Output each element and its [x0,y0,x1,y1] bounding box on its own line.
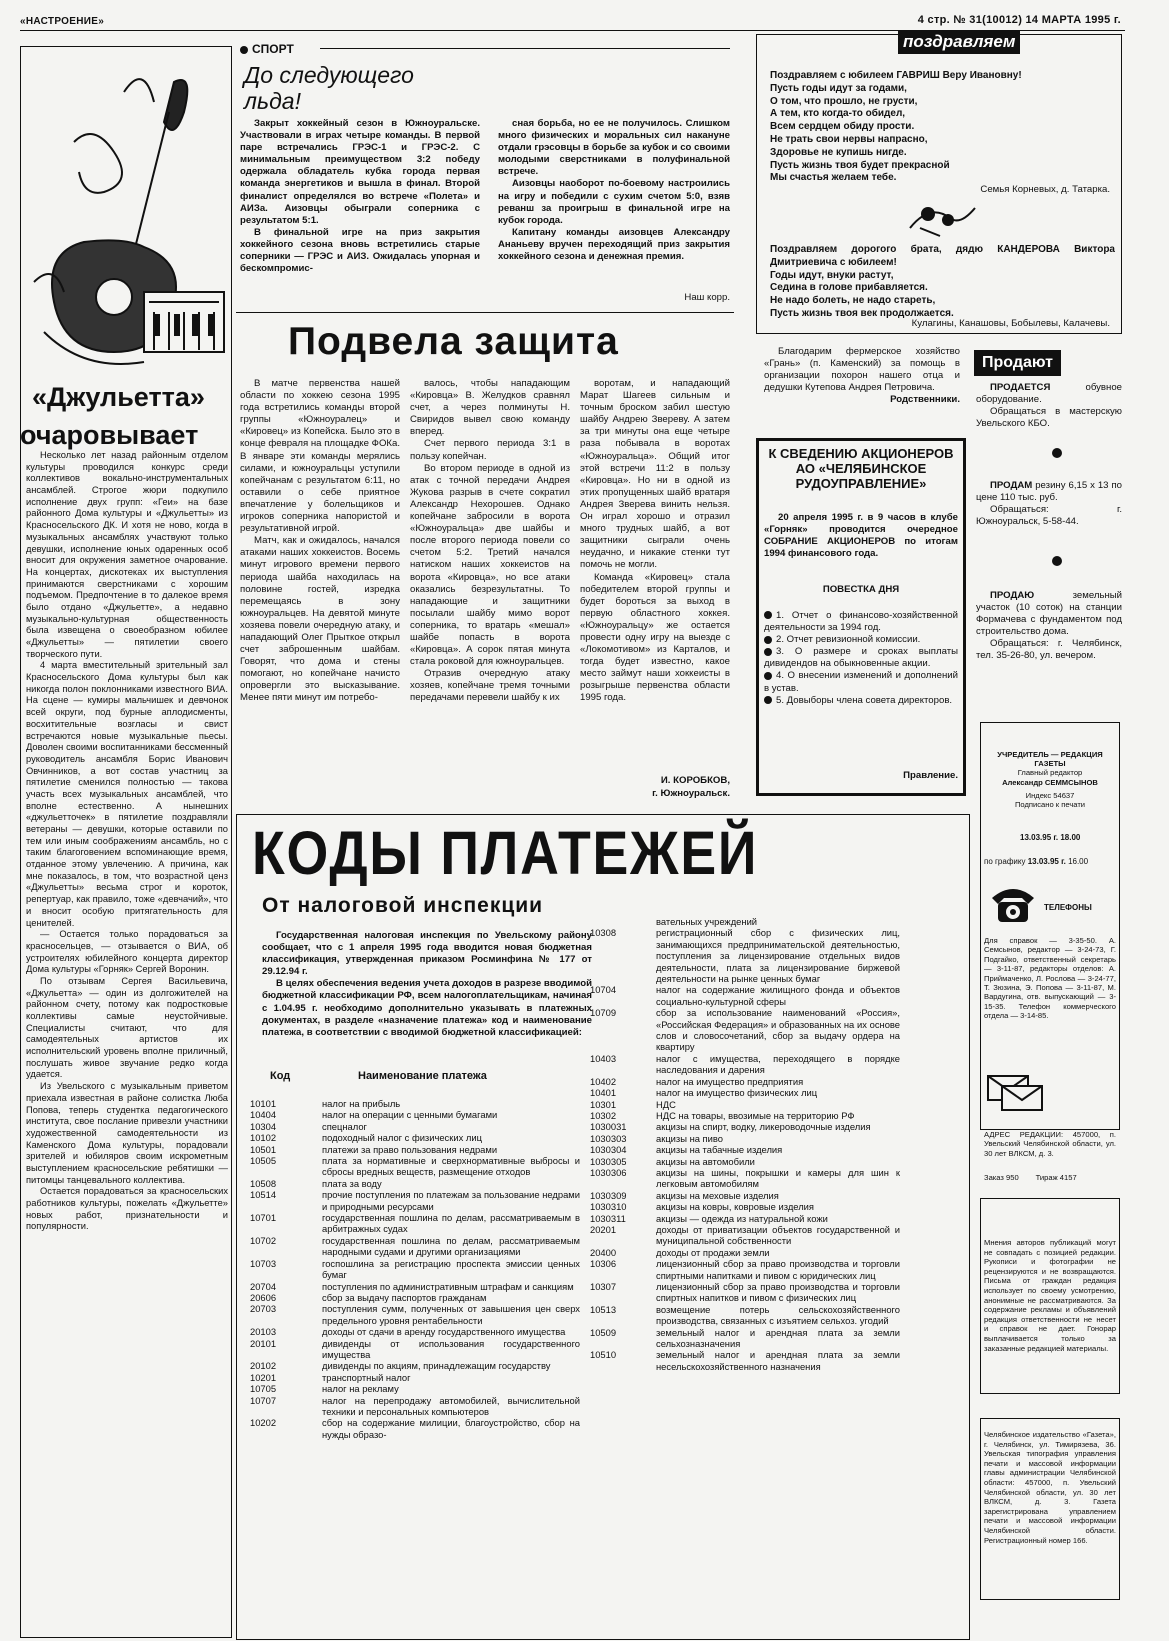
paragraph: Остается порадоваться за красносельских работников культуры, пожелать «Джульетте» новых работ, признательности и популярности. [26,1186,228,1232]
code-value: 1030310 [590,1201,627,1213]
code-value: 20101 [250,1337,277,1349]
imprint-d1: 13.03.95 г. [1020,833,1059,842]
code-value: 10702 [250,1234,277,1246]
code-description: дивиденды от использования государственного имущества [322,1337,580,1360]
paragraph: В матче первенства нашей области по хоккею сезона 1995 года встретились команды второй группы «Южноуралец» и «Кировец» из Копейска. Было это в конце февраля на площадке ФОКа. В январе эти команды мерялись силами, и южноуральцы уступили копейчанам с результатом 6:11, но оставили о себе приятное впечатление у болельщиков и игроков соперника напористой и результативной игрой. [240,378,400,535]
code-value [590,916,656,927]
code-description: госпошлина за регистрацию проспекта эмиссии ценных бумаг [322,1257,580,1281]
thanks-text: Благодарим фермерское хозяйство «Грань» (п. Каменский) за помощь в организации похорон нашего отца и дедушки Кутепова Андрея Петровича. [764,346,960,394]
code-row [250,1098,580,1109]
code-row [590,1053,900,1076]
imprint-editor: Александр СЕММСЫНОВ [1002,777,1098,787]
poem-line: Седина в голове прибавляется. [770,282,928,294]
agenda-item [764,670,958,694]
code-description: доходы от продажи земли [656,1246,770,1258]
code-row [590,1133,900,1144]
code-value: 1030303 [590,1132,627,1144]
code-row [250,1360,580,1371]
paragraph: Закрыт хоккейный сезон в Южноуральске. Участвовали в играх четыре команды. В первой паре встречались ГРЭС-1 и ГРЭС-2. С минимальным преимуществом 3:2 победу одержала обладатель кубка города первая команда энергетиков и вышла в финал. Второй финалист определялся во встрече «Полета» и АИЗа. Аизовцы обыграли соперника с результатом 5:1. [240,118,480,226]
sale-lead: ПРОДАЕТСЯ [990,382,1051,393]
poem-line: Не надо болеть, не надо стареть, [770,295,936,307]
code-description: акцизы на табачные изделия [656,1144,783,1156]
code-row [250,1189,580,1212]
code-value: 10508 [250,1177,277,1189]
sport-signature: Наш корр. [684,292,730,303]
imprint-founder: УЧРЕДИТЕЛЬ — РЕДАКЦИЯ ГАЗЕТЫ [997,750,1103,769]
codes-intro-1: Государственная налоговая инспекция по Увельскому району сообщает, что с 1 апреля 1995 года вводится новая бюджетная классификация, утвержденная приказом Росминфина № 177 от 29.12.94 г. [262,930,592,978]
paragraph: Аизовцы наоборот по-боевому настроились на игру и победили с сухим счетом 5:0, взяв реванш за проигрыш в финальной игре на кубок города. [498,178,730,226]
code-description: возмещение потерь сельскохозяйственного производства, связанных с изъятием сельхоз. угодий [656,1303,900,1327]
code-description: акцизы на пиво [656,1132,723,1144]
code-row [590,1224,900,1247]
code-row [250,1212,580,1235]
code-value: 20201 [590,1223,617,1235]
paragraph: воротам, и нападающий Марат Шагеев сильным и точным броском забил шестую шайбу Андрею Звереву. А затем за три минуты она еще четыре раза побывала в воротах «Южноуральца». Общий итог этой встречи 11:2 в пользу «Кировца». Но ни в одной из этих пропущенных шайб вратаря Андрея Зверева винить нельзя. Он играл хорошо и отразил много трудных шайб, а вот защитники сыграли очень неудачно, и никакие стенки тут помочь не могли. [580,378,730,571]
thanks-sign: Родственники. [890,394,960,406]
poem-line: Всем сердцем обиду прости. [770,121,915,133]
bullet-icon [764,611,772,619]
code-description: государственная пошлина по делам, рассматриваемым в арбитражных судах [322,1212,580,1235]
code-description: лицензионный сбор за право производства и торговли спиртными напитками и пивом с юридических лиц [656,1258,900,1281]
code-value: 10707 [250,1394,277,1406]
code-row [590,916,900,927]
code-value: 10102 [250,1132,277,1144]
code-value: 10402 [590,1075,617,1087]
code-row [590,1304,900,1327]
poem-line: А тем, кто когда-то обидел, [770,108,906,120]
code-row [590,984,900,1007]
bullet-icon [764,648,772,656]
imprint-t1: 18.00 [1060,833,1081,842]
paragraph: Капитану команды аизовцев Александру Ананьеву вручен переходящий приз закрытия хоккейного сезона и денежная премия. [498,226,730,263]
paragraph: Несколько лет назад районным отделом культуры проводился конкурс среди коллективов вокально-инструментальных ансамблей. Строгое жюри подкупило исполнение двух групп: «Геи» на базе районного Дома культуры и «Джульетты» из Красносельского ДК. И хотя не ново, когда в музыкальных ансамблях участвуют только девушки, исполнение юных одаренных особ вносит для окружения заметное очарование. На концертах, дискотеках их выступления принимаются сверстниками с хорошим подъемом. Предпочтение в то далекое время было отдано «Джульетте», а недавно музыкально-культурная общественность была извещена о своеобразном юбилее «Джульетты» — пятилетии своего творческого пути. [26,450,228,659]
code-row [590,1076,900,1087]
code-row [590,1110,900,1121]
shareholders-intro-text: 20 апреля 1995 г. в 9 часов в клубе «Горняк» проводится очередное СОБРАНИЕ АКЦИОНЕРОВ по итогам 1994 финансового года. [764,512,958,560]
code-value: 1030304 [590,1144,627,1156]
paragraph: Команда «Кировец» стала победителем второй группы и будет бороться за выход в первую областного хоккея. «Южноуральцу» же остается провести одну игру на выезде с «Локомотивом» из Карталов, и тогда будет известно, какое место займут наши хоккеисты в розыгрыше первенства области 1995 года. [580,571,730,704]
agenda-item-text: 4. О внесении изменений и дополнений в устав. [764,670,958,694]
code-value: 10304 [250,1120,277,1132]
code-description: акцизы на ковры, ковровые изделия [656,1201,814,1213]
code-value: 10403 [590,1052,617,1064]
code-row [590,1099,900,1110]
paragraph: сная борьба, но ее не получилось. Слишком много физических и моральных сил накануне отдали грэсовцы в борьбе за кубок и со своими молодыми сверстниками в полуфинальной встрече. [498,118,730,178]
code-description: НДС [656,1098,676,1110]
masthead-left: «НАСТРОЕНИЕ» [20,16,105,27]
sale-lead: ПРОДАЮ [990,590,1035,601]
agenda-item [764,634,958,646]
sport-rule [320,48,730,49]
code-row [590,1201,900,1212]
code-row [590,1167,900,1190]
sale-extra: Обращаться: г. Южноуральск, 5-58-44. [976,504,1122,528]
sale-heading: Продают [974,350,1061,376]
codes-title: КОДЫ ПЛАТЕЖЕЙ [252,819,759,887]
paragraph: По отзывам Сергея Васильевича, «Джульетта» — один из долгожителей на районном счету, потому как подростковые коллективы самые неустойчивые. Специалисты считают, что для самодеятельных артистов их исполнительский уровень вполне приличный, послушать живое звучание редко когда удается. [26,975,228,1080]
code-description: спецналог [322,1120,367,1132]
code-value: 20103 [250,1326,277,1338]
julietta-title-1: «Джульетта» [32,382,205,412]
code-description: налог с имущества, переходящего в порядке наследования и дарения [656,1052,900,1076]
code-description: акцизы на автомобили [656,1155,755,1167]
imprint-date-2 [984,856,1088,868]
podvela-col-2 [410,378,570,705]
code-description: налог на операции с ценными бумагами [322,1109,498,1121]
code-value: 10705 [250,1383,277,1395]
shareholders-title: К СВЕДЕНИЮ АКЦИОНЕРОВ АО «ЧЕЛЯБИНСКОЕ РУДОУПРАВЛЕНИЕ» [768,446,954,491]
podvela-col-1 [240,378,400,705]
paragraph: Счет первого периода 3:1 в пользу копейчан. [410,438,570,462]
imprint-signed: Подписано к печати [1014,800,1086,810]
code-row [590,1327,900,1350]
code-value: 1030305 [590,1155,627,1167]
code-description: НДС на товары, ввозимые на территорию РФ [656,1109,855,1121]
agenda-item [764,610,958,634]
sale-extra: Обращаться в мастерскую Увельского КБО. [976,406,1122,430]
poem-line: Пусть годы идут за годами, [770,82,907,94]
code-description: налог на прибыль [322,1098,401,1109]
code-row [590,1190,900,1201]
sale-lead: ПРОДАМ [990,480,1033,491]
code-description: поступления сумм, полученных от завышения цен сверх предельного уровня рентабельности [322,1303,580,1326]
paragraph: Матч, как и ожидалось, начался атаками наших хоккеистов. Восемь минут игрового времени первого периода шайба находилась на половине гостей, изредка перемещаясь в зону южноуральцев. На девятой минуте хозяева повели очередную атаку, и нападающий Олег Прыткое открыл счет заброшенным шайбам. Говорят, что дома и стены помогают, но копейчане начисто опровергли это высказывание. Менее пяти минут им потребо- [240,535,400,704]
paragraph: Во втором периоде в одной из атак с точной передачи Андрея Жукова разрыв в счете сократил Александр Нехорошев. Однако копейчане забросили в ворота «Южноуральца» две шайбы и после второго периода повели со счетом 5:2. Третий начался натиском наших хоккеистов на ворота «Кировца», но все атаки оказались безрезультатны. То нападающие и защитники посылали шайбу мимо ворот соперника, то вратарь «мешал» шайбе попасть в ворота «Кировца». А сорок пятая минута стала роковой для южноуральцев. [410,462,570,668]
bullet-icon [1052,448,1062,458]
code-description: сбор за выдачу паспортов гражданам [322,1291,487,1303]
code-row [250,1372,580,1383]
code-description: сбор на содержание милиции, благоустройство, сбор на нужды образо- [322,1417,580,1440]
agenda-item [764,695,958,707]
paragraph: Отразив очередную атаку хозяев, копейчане тремя точными передачами перевели шайбу к их [410,668,570,704]
codes-table-left [250,1098,580,1440]
code-row [590,1156,900,1167]
codes-subtitle: От налоговой инспекции [262,894,544,917]
code-description: земельный налог и арендная плата за земли несельскохозяйственного назначения [656,1349,900,1372]
codes-intro [262,930,592,1039]
imprint-index: Индекс 54637 [1025,790,1075,800]
code-value: 10514 [250,1189,277,1201]
code-description: налог на имущество предприятия [656,1075,804,1087]
imprint-order [984,1172,1116,1184]
agenda-item-text: 1. Отчет о финансово-хозяйственной деятельности за 1994 год. [764,610,958,634]
codes-header-name: Наименование платежа [358,1070,487,1082]
sale-item-1 [976,382,1122,430]
code-description: плата за нормативные и сверхнормативные выбросы и сбросы вредных веществ, размещение отходов [322,1155,580,1178]
code-row [250,1417,580,1440]
agenda-item-text: 3. О размере и сроках выплаты дивидендов на обыкновенные акции. [764,646,958,670]
imprint-order-no: Заказ 950 [984,1173,1019,1182]
code-value: 10306 [590,1258,617,1270]
code-value: 10509 [590,1326,617,1338]
podvela-signature-city: г. Южноуральск. [652,788,730,799]
masthead-right: 4 стр. № 31(10012) 14 МАРТА 1995 г. [917,14,1121,26]
sale-extra: Обращаться: г. Челябинск, тел. 35-26-80, ул. вечером. [976,638,1122,662]
code-value: 20704 [250,1280,277,1292]
julietta-title-2: очаровывает [20,420,199,450]
code-description: земельный налог и арендная плата за земли сельхозназначения [656,1326,900,1350]
code-description: доходы от сдачи в аренду государственного имущества [322,1326,566,1338]
sale-text: резину 6,15 x 13 по цене 110 тыс. руб. [976,480,1122,504]
code-description: акцизы — одежда из натуральной кожи [656,1212,828,1224]
code-value: 10308 [590,927,617,939]
agenda-item [764,646,958,670]
imprint-d2: 13.03.95 г. [1027,857,1066,866]
congrats-heading: поздравляем [898,30,1020,54]
code-value: 10201 [250,1371,277,1383]
code-row [250,1326,580,1337]
code-value: 10701 [250,1212,277,1224]
code-value: 10709 [590,1007,617,1019]
codes-table-right [590,916,900,1372]
code-description: лицензионный сбор за право производства и торговли спиртных напитков и пивом с физических лиц [656,1281,900,1304]
imprint-printery: Челябинское издательство «Газета», г. Челябинск, ул. Тимирязева, 36. Увельская типография управления печати и массовой информации главы администрации Челябинской области: 457000, п. Увельский Челябинской области, ул. 30 лет ВЛКСМ, д. 3. Газета зарегистрирована управлением печати и массовой информации Челябинской области. Регистрационный номер 166. [984,1430,1116,1545]
code-row [250,1303,580,1326]
sport-col-2 [498,118,730,263]
codes-list [590,916,900,1372]
sport-title: До следующего льда! [244,62,414,114]
code-row [250,1235,580,1258]
code-description: налог на перепродажу автомобилей, вычислительной техники и персональных компьютеров [322,1394,580,1417]
bullet-icon [764,672,772,680]
code-row [590,1213,900,1224]
sport-rubric-label: СПОРТ [252,42,294,56]
code-value: 10501 [250,1143,277,1155]
code-row [590,1121,900,1132]
shareholders-sign: Правление. [903,770,958,781]
code-row [250,1109,580,1120]
congrats-poem-1 [770,70,1110,185]
imprint-print-run: Тираж 4157 [1035,1173,1077,1182]
code-row [250,1121,580,1132]
imprint-plan: по графику [984,857,1026,866]
code-description: акцизы на шины, покрышки и камеры для шин к легковым автомобилям [656,1166,900,1190]
code-value: 10513 [590,1303,617,1315]
code-description: налог на рекламу [322,1383,399,1395]
sport-rubric [240,42,294,56]
code-description: регистрационный сбор с физических лиц, занимающихся предпринимательской деятельностью, поступления за лицензирование отдельных видов деятельности, плата за лицензирование биржевой деятельности на рынке ценных бумаг [656,927,900,985]
code-row [250,1292,580,1303]
code-value: 10404 [250,1109,277,1121]
bullet-icon [1052,556,1062,566]
code-value: 10704 [590,984,617,996]
bullet-icon [764,636,772,644]
code-row [250,1178,580,1189]
code-description: поступления по административным штрафам и санкциям [322,1280,574,1292]
code-description: акцизы на спирт, водку, ликероводочные изделия [656,1121,871,1133]
code-description: акцизы на меховые изделия [656,1189,779,1201]
imprint-editor-title: Главный редактор [1017,768,1083,778]
code-row [590,1087,900,1098]
agenda-list [764,610,958,707]
code-description: вательных учреждений [656,916,758,927]
rubric-bullet-icon [240,46,248,54]
code-value: 1030309 [590,1189,627,1201]
code-description: налог на содержание жилищного фонда и объектов социально-культурной сферы [656,984,900,1007]
imprint-opinion: Мнения авторов публикаций могут не совпадать с позицией редакции. Рукописи и фотографии не рецензируются и не возвращаются. Письма от граждан редакция использует по своему усмотрению, анонимные не рассматриваются. За содержание рекламы и объявлений редакция ответственности не несет и справок не дает. Гонорар выплачивается только за заказанные редакцией материалы. [984,1238,1116,1353]
paragraph: Из Увельского с музыкальным приветом приехала известная в районе солистка Люба Попова, теперь студентка педагогического института, свое послание привезли участники художественной самодеятельности из Каменского Дома культуры, порадовали зрителей и юбиляров своим искрометным выступлением красносельские ребятишки — питомцы танцевального коллектива. [26,1081,228,1185]
code-value: 10307 [590,1281,617,1292]
code-value: 10301 [590,1098,617,1110]
sale-item-3 [976,590,1122,663]
code-row [250,1144,580,1155]
code-row [590,927,900,984]
imprint-phones-text: Для справок — 3-35-50. А. Семсынов, редактор — 3-24-73, Г. Подгайко, ответственный секретарь — 3-11-87, редакторы отделов: А. Приймаченко, Л. Рослова — 3-24-77, Т. Зюзина, Э. Попова — 3-11-87, М. Вардугина, отв. выпускающий — 3-15-35. Телефон коммерческого отдела — 3-14-85. [984,936,1116,1021]
code-description: дивиденды по акциям, принадлежащим государству [322,1360,551,1372]
code-value: 10510 [590,1349,617,1361]
poem-line: О том, что прошло, не грусти, [770,95,918,107]
sale-text: обувное оборудование. [976,382,1122,406]
codes-list [250,1098,580,1440]
code-description: подоходный налог с физических лиц [322,1132,482,1144]
congrats-sign-2: Кулагины, Канашовы, Бобылевы, Калачевы. [911,318,1110,329]
code-row [250,1395,580,1418]
poem-line: Здоровье не купишь нигде. [770,146,907,158]
poem-line: Поздравляем с юбилеем ГАВРИШ Веру Ивановну! [770,70,1022,81]
poem-line: Не трать свои нервы напрасно, [770,133,928,145]
code-row [590,1007,900,1053]
code-description: плата за воду [322,1177,382,1189]
codes-header-code: Код [270,1070,291,1082]
imprint-phones-title: ТЕЛЕФОНЫ [1044,903,1092,912]
imprint-t2: 16.00 [1068,857,1089,866]
code-row [250,1258,580,1281]
code-value: 1030031 [590,1121,627,1133]
thanks-note [764,346,960,406]
poem-line: Мы счастья желаем тебе. [770,172,897,184]
code-value: 10101 [250,1098,277,1109]
sale-item-2 [976,480,1122,528]
paragraph: 4 марта вместительный зрительный зал Красносельского Дома культуры был как никогда полон поклонниками известного ВИА. На сцене — кумиры мальчишек и девчонок всей округи, под бурные аплодисменты, восхитительные возгласы и свист встречаются новые музыкальные пьесы. Доволен своими воспитанниками бессменный руководитель ансамбля Борис Иванович Овчинников, а вот состав участниц за пятилетие сменился полностью — такова участь всех музыкальных ансамблей, что вполне естественно. А нынешних «джульетточек» в пятилетие поздравляли ветераны — девушки, которые оставили по тем или иным соображениям ансамбль, но с таким благоговением вспоминающие время, отданное этому увлечению. А причина, как мне показалось, в том, что возрастной ценз «Джульетты» весьма строг и короток, репертуар, как правило, тоже «девчачий», что и вносит особую притягательность для ценителей. [26,660,228,928]
agenda-item-text: 2. Отчет ревизионной комиссии. [776,634,921,646]
code-description: государственная пошлина по делам, рассматриваемым народными судами и другими организациями [322,1234,580,1258]
code-row [250,1132,580,1143]
bullet-icon [764,696,772,704]
poem-line: Пусть жизнь твоя будет прекрасной [770,159,950,171]
poem-line: Годы идут, внуки растут, [770,269,894,281]
podvela-signature-name: И. КОРОБКОВ, [660,775,730,786]
code-value: 10401 [590,1087,617,1099]
code-row [590,1247,900,1258]
paragraph: — Остается только порадоваться за красносельцев, — отзывается о ВИА, об устроителях юбилейного концерта директор Дома культуры «Горняк» Сергей Воронин. [26,929,228,975]
code-description: доходы от приватизации объектов государственной и муниципальной собственности [656,1223,900,1247]
code-description: прочие поступления по платежам за пользование недрами и природными ресурсами [322,1189,580,1212]
congrats-poem-2 [770,244,1115,321]
envelope-icon [986,1070,1046,1114]
sale-text: земельный участок (10 соток) на станции Формачева с фундаментом под строительство дома. [976,590,1122,638]
shareholders-intro [764,512,958,560]
poem-line: Поздравляем дорогого брата, дядю КАНДЕРОВА Виктора Дмитриевича с юбилеем! [770,244,1115,268]
code-value: 10302 [590,1109,617,1121]
code-value: 20400 [590,1246,617,1258]
agenda-title: ПОВЕСТКА ДНЯ [822,584,900,595]
podvela-title: Подвела защита [288,320,619,363]
telephone-icon [988,880,1038,926]
agenda-item-text: 5. Довыборы члена совета директоров. [776,694,953,706]
code-row [590,1144,900,1155]
flowers-icon [900,198,980,238]
paragraph: валось, чтобы нападающим «Кировца» В. Желудков сравнял счет, а через полминуты Н. Свиридов вывел свою команду вперед. [410,378,570,438]
poem-line: Пусть жизнь твоя век продолжается. [770,307,954,319]
code-description: налог на имущество физических лиц [656,1087,818,1099]
code-value: 1030306 [590,1166,627,1178]
codes-intro-2: В целях обеспечения ведения учета доходов в разрезе вводимой бюджетной классификации РФ, всем налогоплательщикам, начиная с 1.04.95 г. необходимо дополнительно указывать в платежных документах, в разделе «назначение платежа» код и наименование платежа, в соответствии с вводимой бюджетной классификацией: [262,978,592,1038]
code-description: транспортный налог [322,1371,411,1383]
code-value: 10703 [250,1257,277,1269]
code-description: сбор за использование наименований «Россия», «Российская Федерация» и образованных на их основе слов и словосочетаний, сбор за выдачу ордера на квартиру [656,1007,900,1053]
code-row [590,1258,900,1281]
podvela-col-3 [580,378,730,705]
paragraph: В финальной игре на приз закрытия хоккейного сезона вновь встретились старые соперники — ГРЭС и АИЗ. Ожидалась упорная и бескомпромис- [240,226,480,275]
code-row [250,1338,580,1361]
code-description: платежи за право пользования недрами [322,1143,498,1155]
guitar-illustration [24,52,228,382]
code-value: 20102 [250,1360,277,1372]
julietta-article [26,450,228,1233]
imprint-head [984,750,1116,809]
code-row [590,1281,900,1304]
code-row [250,1155,580,1178]
code-value: 10202 [250,1417,277,1429]
code-row [250,1281,580,1292]
code-row [590,1349,900,1372]
code-value: 10505 [250,1155,277,1167]
podvela-rule [236,312,734,313]
congrats-sign-1: Семья Корневых, д. Татарка. [980,184,1110,195]
code-value: 20606 [250,1291,277,1303]
sport-col-1 [240,118,480,275]
code-value: 20703 [250,1303,277,1315]
imprint-date-1 [1020,832,1080,844]
code-row [250,1383,580,1394]
imprint-address: АДРЕС РЕДАКЦИИ: 457000, п. Увельский Челябинской области, ул. 30 лет ВЛКСМ, д. 3. [984,1130,1116,1158]
code-value: 1030311 [590,1212,626,1224]
